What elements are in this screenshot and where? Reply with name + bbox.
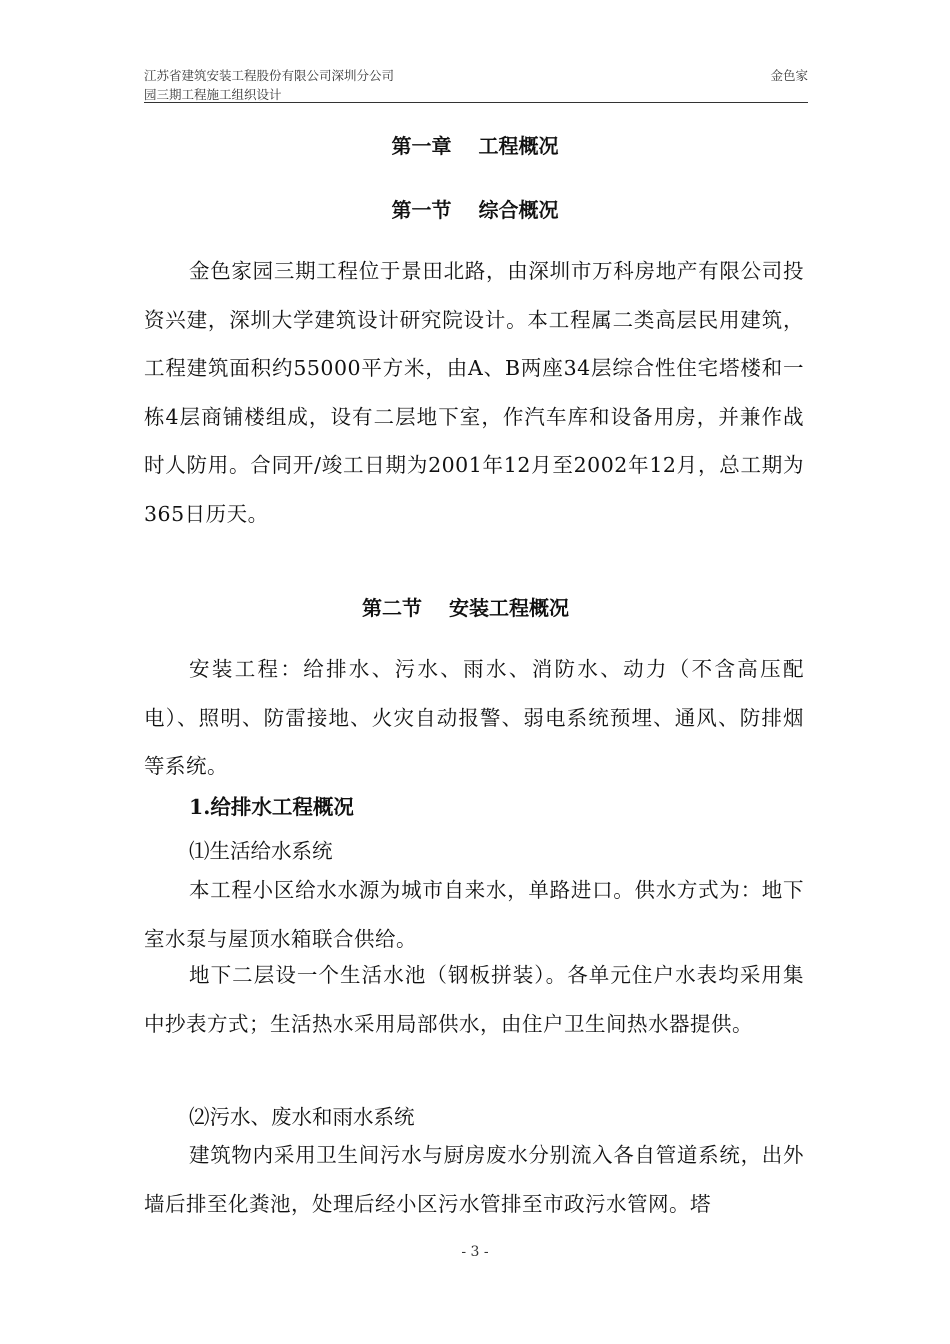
- page-header: [144, 66, 808, 103]
- section-1-paragraph: 金色家园三期工程位于景田北路，由深圳市万科房地产有限公司投资兴建，深圳大学建筑设计研究院设计。本工程属二类高层民用建筑，工程建筑面积约55000平方米，由A、B两座34层综合性住宅塔楼和一栋4层商铺楼组成，设有二层地下室，作汽车库和设备用房，并兼作战时人防用。合同开/竣工日期为2001年12月至2002年12月，总工期为365日历天。: [144, 259, 804, 526]
- item-2-paragraph: 建筑物内采用卫生间污水与厨房废水分别流入各自管道系统，出外墙后排至化粪池，处理后经小区污水管排至市政污水管网。塔: [144, 1143, 804, 1216]
- item-2-title: ⑵污水、废水和雨水系统: [189, 1105, 415, 1129]
- item-1-paragraph-1: 本工程小区给水水源为城市自来水，单路进口。供水方式为：地下室水泵与屋顶水箱联合供给。: [144, 878, 804, 951]
- header-project: 园三期工程施工组织设计: [144, 87, 282, 102]
- chapter-title: 第一章 工程概况: [391, 134, 559, 158]
- item-1-title: ⑴生活给水系统: [189, 839, 333, 863]
- section-2-paragraph: 安装工程：给排水、污水、雨水、消防水、动力（不含高压配电）、照明、防雷接地、火灾自动报警、弱电系统预埋、通风、防排烟等系统。: [144, 657, 804, 778]
- item-1-paragraph-2: 地下二层设一个生活水池（钢板拼装）。各单元住户水表均采用集中抄表方式；生活热水采用局部供水，由住户卫生间热水器提供。: [144, 963, 804, 1036]
- section-2-title: 第二节 安装工程概况: [362, 596, 569, 620]
- section-1-title: 第一节 综合概况: [391, 198, 559, 222]
- header-company: 江苏省建筑安装工程股份有限公司深圳分公司: [144, 68, 395, 83]
- subsection-title: 1.给排水工程概况: [189, 795, 354, 819]
- page-number: - 3 -: [461, 1244, 489, 1260]
- header-right: 金色家: [770, 68, 808, 83]
